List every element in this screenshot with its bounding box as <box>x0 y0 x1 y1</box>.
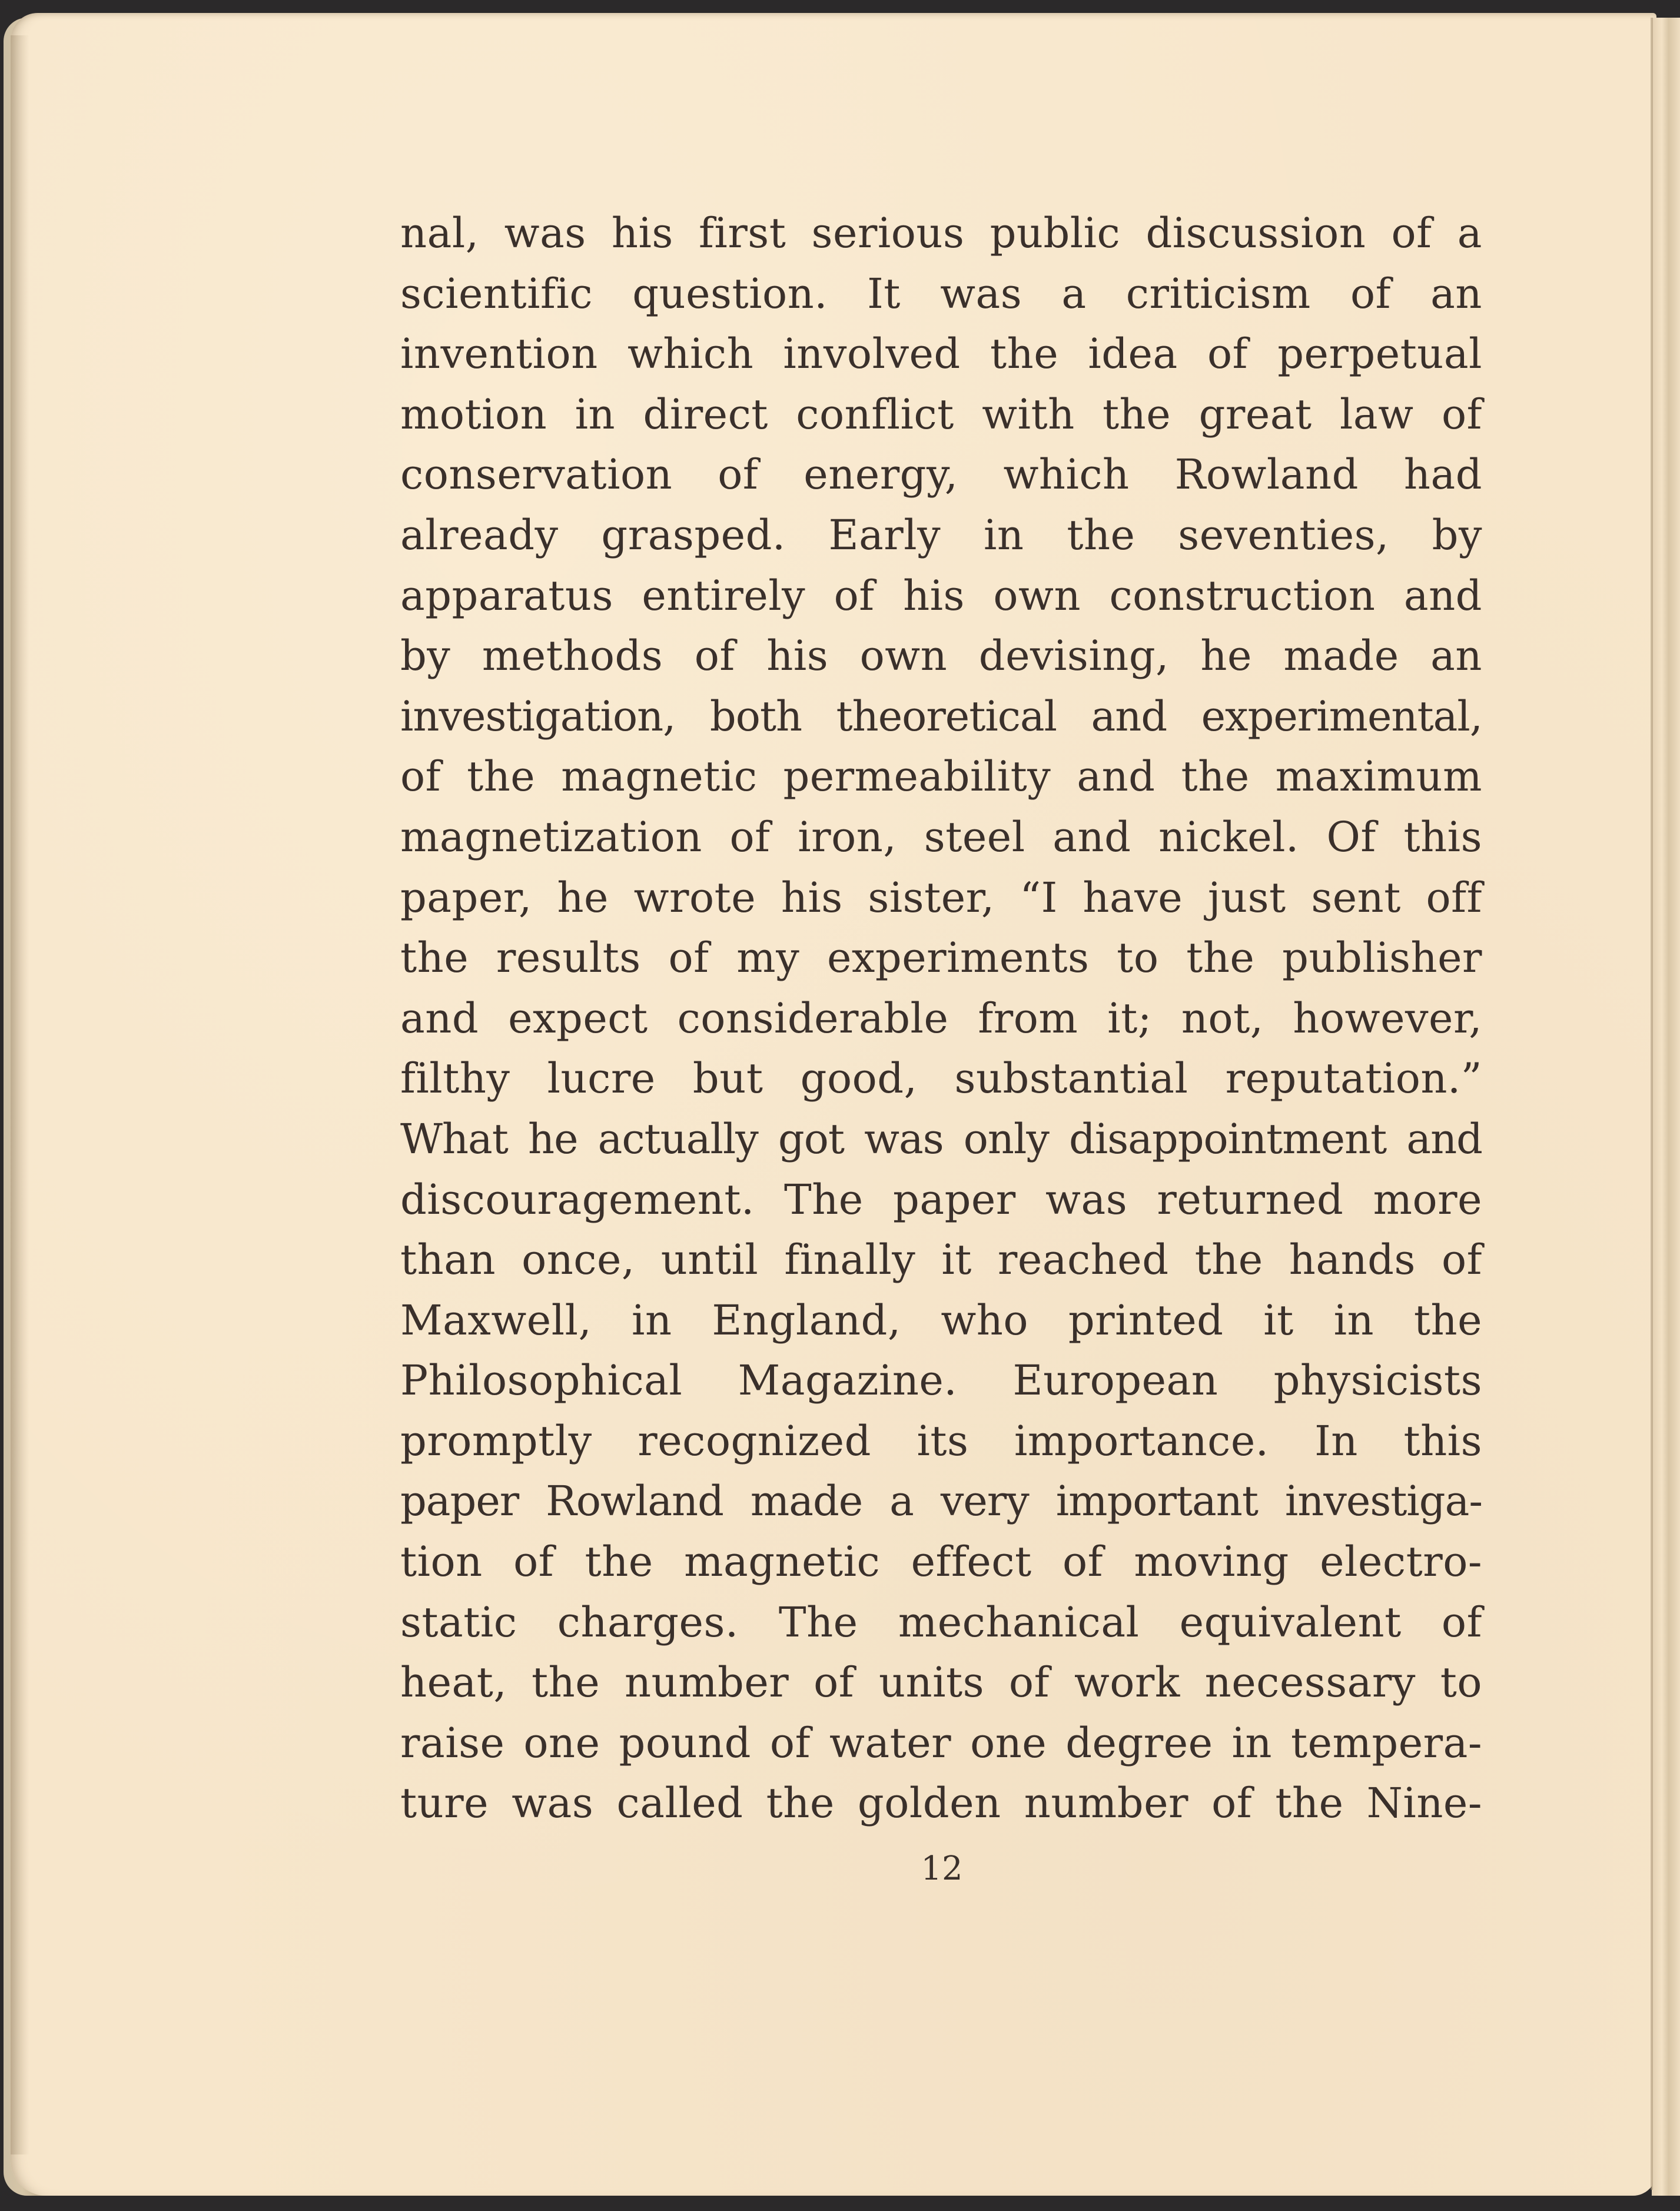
next-page-edge <box>1652 18 1680 2196</box>
page-number: 12 <box>921 1850 963 1888</box>
text-line: investigation, both theoretical and experimental, <box>400 692 1482 741</box>
text-line: promptly recognized its importance. In this <box>400 1416 1482 1465</box>
text-line: heat, the number of units of work necessary to <box>400 1658 1482 1707</box>
body-text <box>400 203 1482 1834</box>
text-line: raise one pound of water one degree in tempera- <box>400 1718 1482 1767</box>
text-line: invention which involved the idea of perpetual <box>400 330 1482 379</box>
page-gutter-shadow <box>11 35 29 2154</box>
text-line: apparatus entirely of his own construction and <box>400 571 1482 620</box>
text-line: conservation of energy, which Rowland had <box>400 450 1482 499</box>
text-line: What he actually got was only disappointment and <box>400 1114 1482 1163</box>
text-line: paper Rowland made a very important investiga- <box>400 1477 1482 1526</box>
text-line: by methods of his own devising, he made an <box>400 632 1482 680</box>
text-line: nal, was his first serious public discussion of a <box>400 209 1482 257</box>
text-line: ture was called the golden number of the Nine- <box>400 1779 1482 1828</box>
text-line: Maxwell, in England, who printed it in the <box>400 1296 1482 1344</box>
text-line: tion of the magnetic effect of moving electro- <box>400 1538 1482 1586</box>
text-line: of the magnetic permeability and the maximum <box>400 752 1482 801</box>
text-line: the results of my experiments to the publisher <box>400 934 1482 982</box>
text-line: motion in direct conflict with the great law of <box>400 390 1482 439</box>
text-line: static charges. The mechanical equivalent of <box>400 1598 1482 1646</box>
text-line: filthy lucre but good, substantial reputation.” <box>400 1054 1482 1103</box>
page-fold-line <box>1651 18 1653 2190</box>
text-line: discouragement. The paper was returned more <box>400 1175 1482 1224</box>
text-line: than once, until finally it reached the hands of <box>400 1236 1482 1284</box>
text-line: already grasped. Early in the seventies, by <box>400 510 1482 559</box>
text-line: paper, he wrote his sister, “I have just sent off <box>400 873 1482 922</box>
text-line: and expect considerable from it; not, however, <box>400 994 1482 1043</box>
text-line: Philosophical Magazine. European physicists <box>400 1356 1482 1405</box>
text-line: scientific question. It was a criticism of an <box>400 269 1482 318</box>
text-line: magnetization of iron, steel and nickel. Of this <box>400 812 1482 861</box>
